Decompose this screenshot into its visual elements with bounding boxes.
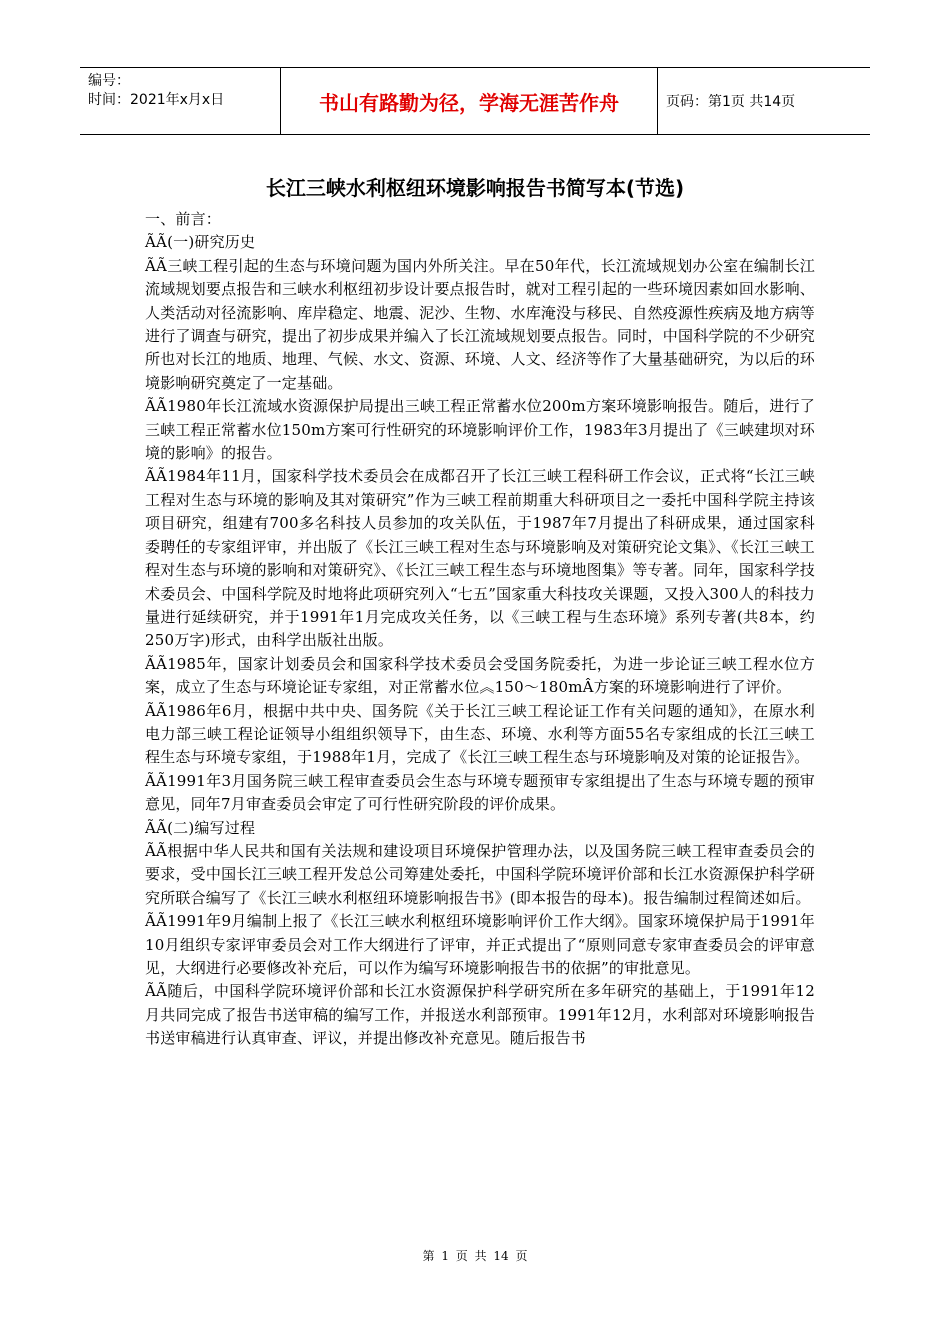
body-paragraph: ÃÃ1991年9月编制上报了《长江三峡水利枢纽环境影响评价工作大纲》。国家环境保护局于1991年10月组织专家评审委员会对工作大纲进行了评审，并正式提出了“原则同意专家审查委员会的评审意见，大纲进行必要修改补充后，可以作为编写环境影响报告书的依据”的审批意见。 (145, 912, 815, 977)
body-paragraph: ÃÃ1980年长江流域水资源保护局提出三峡工程正常蓄水位200m方案环境影响报告。随后，进行了三峡工程正常蓄水位150m方案可行性研究的环境影响评价工作，1983年3月提出了《三峡建坝对环境的影响》的报告。 (145, 397, 815, 463)
body-paragraph: ÃÃ1991年3月国务院三峡工程审查委员会生态与环境专题预审专家组提出了生态与环境专题的预审意见，同年7月审查委员会审定了可行性研究阶段的评价成果。 (145, 771, 815, 814)
header-page-number: 页码：第1页 共14页 (666, 94, 796, 110)
body-paragraph: ÃÃ三峡工程引起的生态与环境问题为国内外所关注。早在50年代，长江流域规划办公室在编制长江流域规划要点报告和三峡水利枢纽初步设计要点报告时，就对工程引起的一些环境因素如回水影响、人类活动对径流影响、库岸稳定、地震、泥沙、生物、水库淹没与移民、自然疫源性疾病及地方病等进行了调查与研究，提出了初步成果并编入了长江流域规划要点报告。同时，中国科学院的不少研究所也对长江的地质、地理、气候、水文、资源、环境、人文、经济等作了大量基础研究，为以后的环境影响研究奠定了一定基础。 (145, 256, 815, 392)
document-body (145, 208, 815, 1051)
page-header (80, 67, 870, 135)
document-title: 长江三峡水利枢纽环境影响报告书简写本(节选) (265, 176, 685, 200)
body-paragraph: ÃÃ1986年6月，根据中共中央、国务院《关于长江三峡工程论证工作有关问题的通知》，在原水利电力部三峡工程论证领导小组组织领导下，由生态、环境、水利等方面55名专家组成的长江三峡工程生态与环境专家组，于1988年1月，完成了《长江三峡工程生态与环境影响及对策的论证报告》。 (145, 701, 815, 767)
body-paragraph: ÃÃ随后，中国科学院环境评价部和长江水资源保护科学研究所在多年研究的基础上，于1991年12月共同完成了报告书送审稿的编写工作，并报送水利部预审。1991年12月，水利部对环境影响报告书送审稿进行认真审查、评议，并提出修改补充意见。随后报告书 (145, 982, 815, 1048)
header-meta (80, 68, 281, 134)
body-paragraph: ÃÃ1985年，国家计划委员会和国家科学技术委员会受国务院委托，为进一步论证三峡工程水位方案，成立了生态与环境论证专家组，对正常蓄水位︽150～180mÂ方案的环境影响进行了评价。 (145, 654, 815, 697)
document-time-label: 时间：2021年x月x日 (88, 92, 225, 108)
section-heading: 一、前言： (145, 210, 222, 228)
body-paragraph: ÃÃ根据中华人民共和国有关法规和建设项目环境保护管理办法，以及国务院三峡工程审查委员会的要求，受中国长江三峡工程开发总公司筹建处委托，中国科学院环境评价部和长江水资源保护科学研究所联合编写了《长江三峡水利枢纽环境影响报告书》(即本报告的母本)。报告编制过程简述如后。 (145, 841, 815, 907)
subsection-heading: ÃÃ(二)编写过程 (145, 818, 256, 837)
page-footer: 第 1 页 共 14 页 (422, 1249, 528, 1263)
header-motto: 书山有路勤为径，学海无涯苦作舟 (281, 68, 658, 134)
document-number-label: 编号： (88, 73, 130, 89)
body-paragraph: ÃÃ1984年11月，国家科学技术委员会在成都召开了长江三峡工程科研工作会议，正式将“长江三峡工程对生态与环境的影响及其对策研究”作为三峡工程前期重大科研项目之一委托中国科学院主持该项目研究，组建有700多名科技人员参加的攻关队伍，于1987年7月提出了科研成果，通过国家科委聘任的专家组评审，并出版了《长江三峡工程对生态与环境影响及对策研究论文集》、《长江三峡工程对生态与环境的影响和对策研究》、《长江三峡工程生态与环境地图集》等专著。同年，国家科学技术委员会、中国科学院及时地将此项研究列入“七五”国家重大科技攻关课题，又投入300人的科技力量进行延续研究，并于1991年1月完成攻关任务，以《三峡工程与生态环境》系列专著(共8本，约250万字)形式，由科学出版社出版。 (145, 467, 815, 650)
subsection-heading: ÃÃ(一)研究历史 (145, 233, 256, 252)
